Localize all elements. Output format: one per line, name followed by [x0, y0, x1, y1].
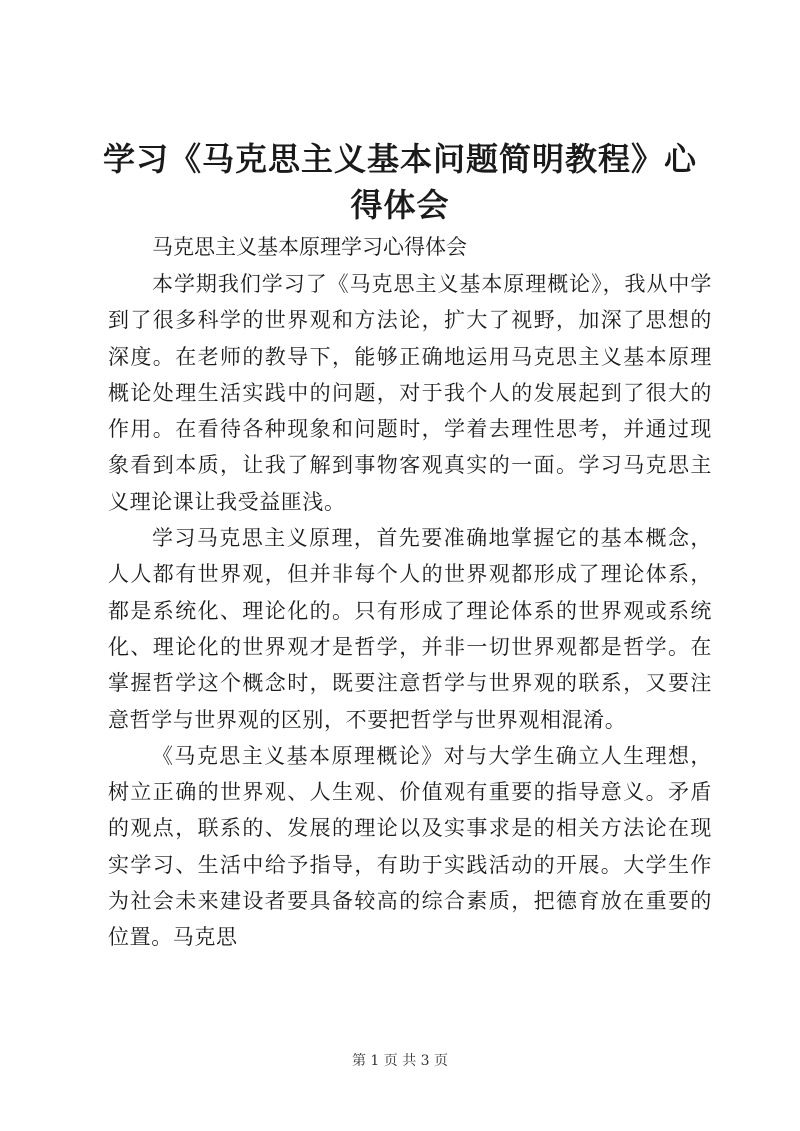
paragraph-3: 《马克思主义基本原理概论》对与大学生确立人生理想，树立正确的世界观、人生观、价值观有重要的指导意义。矛盾的观点，联系的、发展的理论以及实事求是的相关方法论在现实学习、生活中给予指导，有助于实践活动的开展。大学生作为社会未来建设者要具备较高的综合素质，把德育放在重要的位置。马克思 [108, 743, 712, 950]
document-subtitle: 马克思主义基本原理学习心得体会 [152, 235, 467, 259]
paragraph-1: 本学期我们学习了《马克思主义基本原理概论》，我从中学到了很多科学的世界观和方法论，扩大了视野，加深了思想的深度。在老师的教导下，能够正确地运用马克思主义基本原理概论处理生活实践中的问题，对于我个人的发展起到了很大的作用。在看待各种现象和问题时，学着去理性思考，并通过现象看到本质，让我了解到事物客观真实的一面。学习马克思主义理论课让我受益匪浅。 [108, 272, 712, 514]
document-body [108, 228, 712, 956]
page-number-footer: 第 1 页 共 3 页 [351, 1053, 449, 1069]
paragraph-2: 学习马克思主义原理，首先要准确地掌握它的基本概念，人人都有世界观，但并非每个人的世界观都形成了理论体系，都是系统化、理论化的。只有形成了理论体系的世界观或系统化、理论化的世界观才是哲学，并非一切世界观都是哲学。在掌握哲学这个概念时，既要注意哲学与世界观的联系，又要注意哲学与世界观的区别，不要把哲学与世界观相混淆。 [108, 526, 712, 732]
document-title: 学习《马克思主义基本问题简明教程》心得体会 [102, 140, 697, 224]
